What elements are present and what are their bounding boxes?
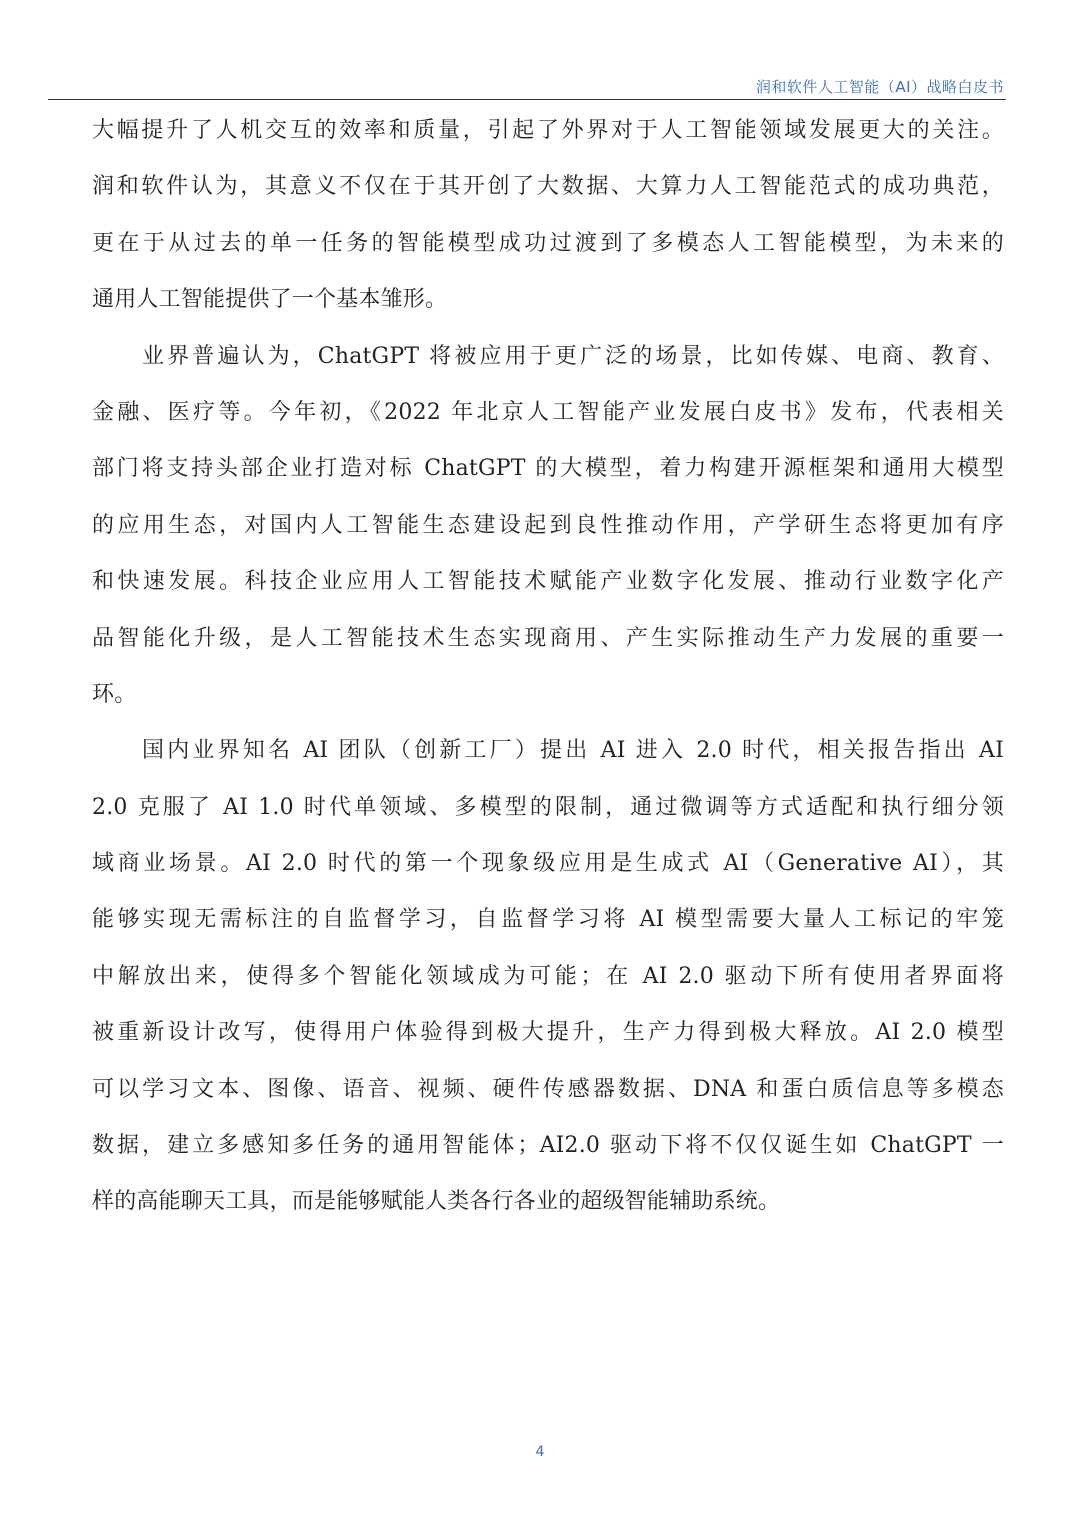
paragraph-2-line: 环。: [92, 681, 137, 707]
paragraph-3-line: 中解放出来，使得多个智能化领域成为可能；在 AI 2.0 驱动下所有使用者界面将: [92, 963, 1004, 989]
paragraph-3-line: 样的高能聊天工具，而是能够赋能人类各行各业的超级智能辅助系统。: [92, 1189, 781, 1215]
document-body: [92, 103, 1004, 1231]
paragraph-2-line: 品智能化升级，是人工智能技术生态实现商用、产生实际推动生产力发展的重要一: [92, 625, 1004, 651]
paragraph-3-line: 域商业场景。AI 2.0 时代的第一个现象级应用是生成式 AI（Generative AI），其: [92, 851, 1004, 877]
paragraph-2-line: 业界普遍认为，ChatGPT 将被应用于更广泛的场景，比如传媒、电商、教育、: [142, 343, 1004, 369]
paragraph-1-line: 更在于从过去的单一任务的智能模型成功过渡到了多模态人工智能模型，为未来的: [92, 230, 1004, 256]
paragraph-1-line: 润和软件认为，其意义不仅在于其开创了大数据、大算力人工智能范式的成功典范，: [92, 174, 1004, 200]
paragraph-1-line: 大幅提升了人机交互的效率和质量，引起了外界对于人工智能领域发展更大的关注。: [92, 118, 1004, 143]
paragraph-3-line: 数据，建立多感知多任务的通用智能体；AI2.0 驱动下将不仅仅诞生如 ChatGPT 一: [92, 1133, 1004, 1159]
document-header-title: 润和软件人工智能（AI）战略白皮书: [755, 78, 1004, 96]
paragraph-2-line: 和快速发展。科技企业应用人工智能技术赋能产业数字化发展、推动行业数字化产: [92, 569, 1004, 595]
paragraph-3-line: 2.0 克服了 AI 1.0 时代单领域、多模型的限制，通过微调等方式适配和执行细分领: [92, 794, 1004, 820]
page-number: 4: [535, 1444, 545, 1460]
paragraph-2-line: 的应用生态，对国内人工智能生态建设起到良性推动作用，产学研生态将更加有序: [92, 512, 1004, 538]
paragraph-2-line: 金融、医疗等。今年初，《2022 年北京人工智能产业发展白皮书》发布，代表相关: [92, 399, 1004, 425]
paragraph-3-line: 被重新设计改写，使得用户体验得到极大提升，生产力得到极大释放。AI 2.0 模型: [92, 1020, 1004, 1046]
header-divider: [48, 99, 1006, 100]
paragraph-1-line: 通用人工智能提供了一个基本雏形。: [92, 287, 448, 313]
paragraph-3-line: 能够实现无需标注的自监督学习，自监督学习将 AI 模型需要大量人工标记的牢笼: [92, 907, 1004, 933]
paragraph-3-line: 可以学习文本、图像、语音、视频、硬件传感器数据、DNA 和蛋白质信息等多模态: [92, 1076, 1004, 1102]
paragraph-3-line: 国内业界知名 AI 团队（创新工厂）提出 AI 进入 2.0 时代，相关报告指出 AI: [142, 738, 1004, 764]
paragraph-2-line: 部门将支持头部企业打造对标 ChatGPT 的大模型，着力构建开源框架和通用大模型: [92, 456, 1004, 482]
